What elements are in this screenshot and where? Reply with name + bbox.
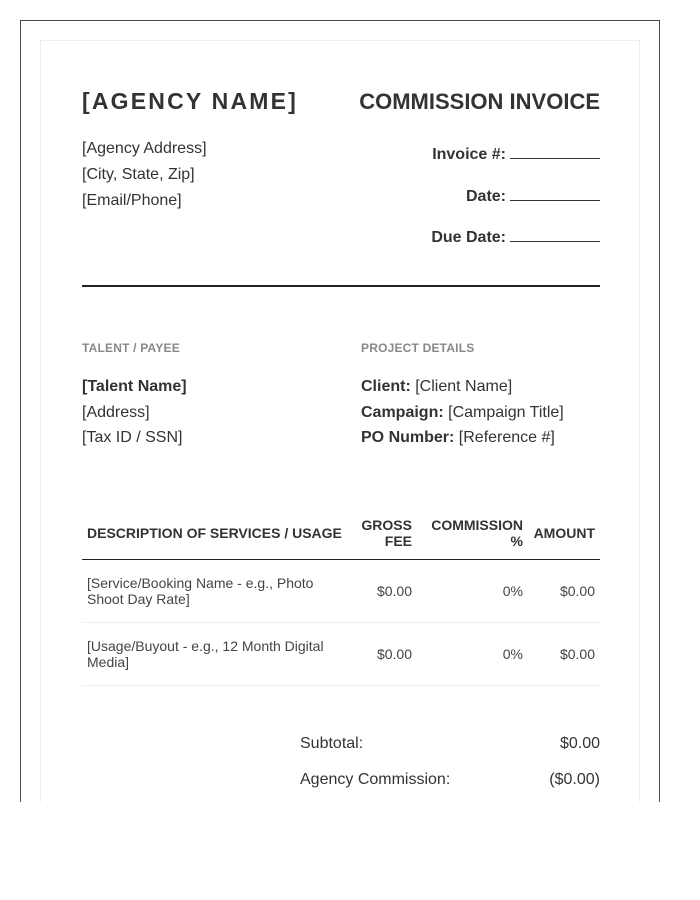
- date-label: Date:: [465, 188, 506, 205]
- table-row: [82, 560, 600, 623]
- date-row: [466, 186, 600, 206]
- row-commission: 0%: [417, 560, 528, 623]
- table-row: [82, 623, 600, 686]
- talent-name: [Talent Name]: [82, 378, 187, 395]
- po-label: PO Number:: [361, 429, 455, 446]
- header-amount: AMOUNT: [528, 512, 600, 560]
- agency-city-state-zip: [City, State, Zip]: [82, 166, 195, 183]
- row-gross-fee: $0.00: [350, 560, 417, 623]
- row-gross-fee: $0.00: [350, 623, 417, 686]
- talent-tax-id: [Tax ID / SSN]: [82, 429, 183, 446]
- row-description: [Usage/Buyout - e.g., 12 Month Digital Media]: [82, 623, 350, 686]
- invoice-number-row: [432, 144, 600, 164]
- po-value: [Reference #]: [458, 429, 555, 446]
- po-line: [361, 429, 555, 447]
- campaign-value: [Campaign Title]: [448, 404, 564, 421]
- invoice-title: COMMISSION INVOICE: [359, 89, 600, 114]
- talent-section-label: TALENT / PAYEE: [82, 341, 180, 355]
- header-gross-fee: GROSS FEE: [350, 512, 417, 560]
- row-description: [Service/Booking Name - e.g., Photo Shoot Day Rate]: [82, 560, 350, 623]
- campaign-line: [361, 404, 564, 422]
- agency-contact: [Email/Phone]: [82, 192, 182, 209]
- client-line: [361, 378, 512, 396]
- agency-address: [Agency Address]: [82, 140, 207, 157]
- header-description: DESCRIPTION OF SERVICES / USAGE: [82, 512, 350, 560]
- campaign-label: Campaign:: [361, 404, 444, 421]
- invoice-number-field[interactable]: [510, 144, 600, 159]
- row-commission: 0%: [417, 623, 528, 686]
- project-section-label: PROJECT DETAILS: [361, 341, 475, 355]
- talent-address: [Address]: [82, 404, 150, 421]
- table-header-row: [82, 512, 600, 560]
- row-amount: $0.00: [528, 560, 600, 623]
- subtotal-label: Subtotal:: [300, 735, 364, 752]
- agency-commission-label: Agency Commission:: [300, 771, 451, 788]
- agency-name: [AGENCY NAME]: [82, 88, 299, 114]
- date-field[interactable]: [510, 186, 600, 201]
- agency-commission-value: ($0.00): [549, 771, 600, 788]
- header-commission: COMMISSION %: [417, 512, 528, 560]
- client-value: [Client Name]: [415, 378, 513, 395]
- due-date-label: Due Date:: [431, 229, 506, 246]
- due-date-field[interactable]: [510, 227, 600, 242]
- header-divider: [82, 285, 600, 287]
- row-amount: $0.00: [528, 623, 600, 686]
- due-date-row: [431, 227, 600, 247]
- client-label: Client:: [361, 378, 411, 395]
- invoice-number-label: Invoice #:: [432, 146, 506, 163]
- subtotal-value: $0.00: [559, 735, 600, 752]
- line-items-table: [82, 512, 600, 686]
